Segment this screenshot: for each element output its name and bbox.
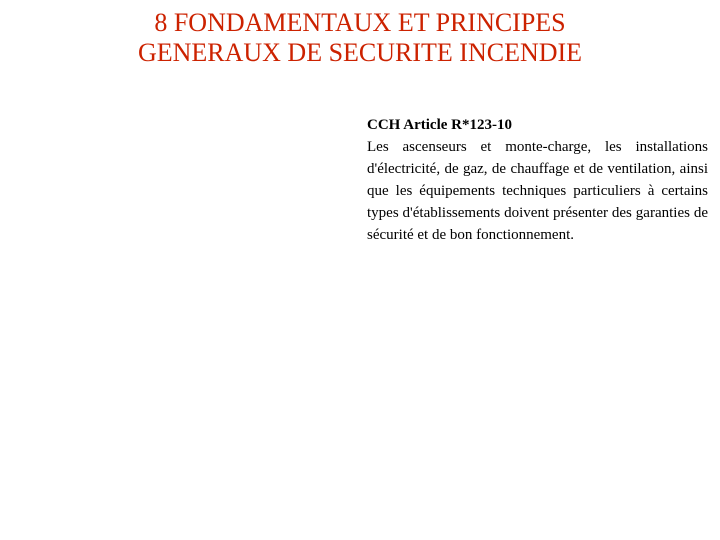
article-reference: CCH Article R*123-10 <box>367 117 512 133</box>
article-block <box>367 114 708 246</box>
slide-title <box>0 8 720 68</box>
article-text: Les ascenseurs et monte-charge, les installations d'électricité, de gaz, de chauffage et de ventilation, ainsi que les équipements techniques particuliers à certains types d'établissements doivent présenter des garanties de sécurité et de bon fonctionnement. <box>367 139 708 243</box>
slide-title-line-1: 8 FONDAMENTAUX ET PRINCIPES <box>154 8 566 37</box>
slide-title-line-2: GENERAUX DE SECURITE INCENDIE <box>137 38 583 67</box>
